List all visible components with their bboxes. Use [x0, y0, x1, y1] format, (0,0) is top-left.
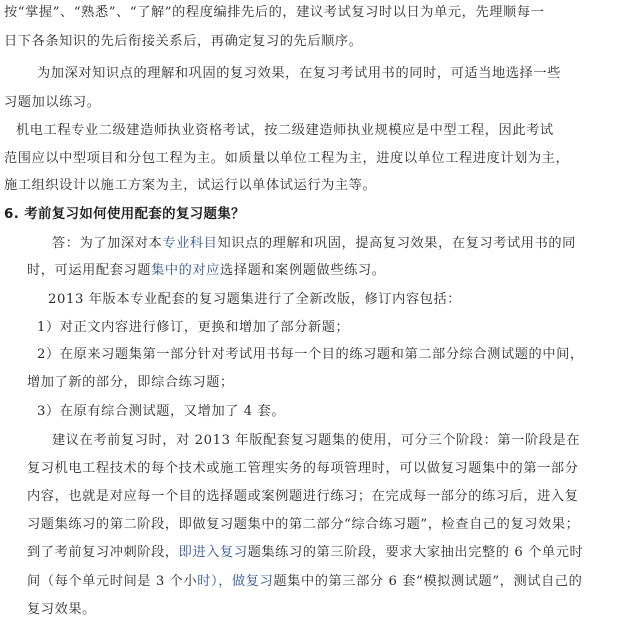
- revision-item-2-line-2: 增加了新的部分，即综合练习题；: [27, 375, 234, 390]
- suggestion-line-3: 内容，也就是对应每一个目的选择题或案例题进行练习；在完成每一部分的练习后，进入复: [27, 489, 579, 504]
- revision-item-3: 3）在原有综合测试题，又增加了 4 套。: [37, 404, 286, 419]
- suggestion-line-4: 习题集练习的第二阶段，即做复习题集中的第二部分“综合练习题”，检查自己的复习效果；: [27, 517, 580, 532]
- suggestion-line-5-text-b: 题集练习的第三阶段，要求大家抽出完整的 6 个单元时: [247, 545, 584, 560]
- answer-line-1-text-b: 知识点的理解和巩固，提高复习效果，在复习考试用书的同: [217, 236, 576, 251]
- answer-line-2-text-a: 时，可运用配套习题: [27, 263, 152, 278]
- revision-item-1: 1）对正文内容进行修订，更换和增加了部分新题；: [37, 320, 350, 335]
- paragraph-2-line-1: 为加深对知识点的理解和巩固的复习效果，在复习考试用书的同时，可适当地选择一些: [37, 66, 561, 81]
- revision-item-2-line-1: 2）在原来习题集第一部分针对考试用书每一个目的练习题和第二部分综合测试题的中间，: [37, 347, 584, 362]
- paragraph-2-line-2: 习题加以练习。: [4, 95, 101, 110]
- suggestion-line-6: [27, 572, 582, 592]
- answer-line-2: [27, 261, 385, 281]
- suggestion-line-2: 复习机电工程技术的每个技术或施工管理实务的每项管理时，可以做复习题集中的第一部分: [27, 461, 579, 476]
- suggestion-line-1: 建议在考前复习时，对 2013 年版配套复习题集的使用，可分三个阶段：第一阶段是在: [52, 433, 581, 448]
- suggestion-line-7: 复习效果。: [27, 602, 96, 617]
- suggestion-line-6-link[interactable]: 时），做复习: [197, 574, 274, 589]
- section-heading: 6. 考前复习如何使用配套的复习题集？: [4, 207, 245, 222]
- answer-line-2-text-b: 选择题和案例题做些练习。: [220, 263, 386, 278]
- paragraph-3-line-2: 范围应以中型项目和分包工程为主。如质量以单位工程为主，进度以单位工程进度计划为主，: [4, 151, 570, 166]
- answer-line-1: [52, 234, 576, 254]
- paragraph-1-line-2: 日下各条知识的先后衔接关系后，再确定复习的先后顺序。: [4, 34, 363, 49]
- paragraph-1-line-1: 按“掌握”、“熟悉”、“了解”的程度编排先后的，建议考试复习时以日为单元，先理顺每一: [4, 5, 545, 20]
- paragraph-3-line-1: 机电工程专业二级建造师执业资格考试，按二级建造师执业规模应是中型工程，因此考试: [16, 123, 554, 138]
- revision-intro: 2013 年版本专业配套的复习题集进行了全新改版，修订内容包括：: [48, 292, 462, 307]
- suggestion-line-5-text-a: 到了考前复习冲刺阶段，: [27, 545, 179, 560]
- suggestion-line-5: [27, 543, 583, 563]
- answer-line-1-text-a: 答：为了加深对本: [52, 236, 163, 251]
- suggestion-line-5-link[interactable]: 即进入复习: [178, 545, 248, 560]
- answer-line-2-link[interactable]: 集中的对应: [151, 263, 221, 278]
- paragraph-3-line-3: 施工组织设计以施工方案为主，试运行以单体试运行为主等。: [4, 178, 377, 193]
- suggestion-line-6-text-a: 间（每个单元时间是 3 个小: [27, 574, 198, 589]
- answer-line-1-link[interactable]: 专业科目: [162, 236, 218, 251]
- suggestion-line-6-text-b: 题集中的第三部分 6 套“模拟测试题”，测试自己的: [273, 574, 583, 589]
